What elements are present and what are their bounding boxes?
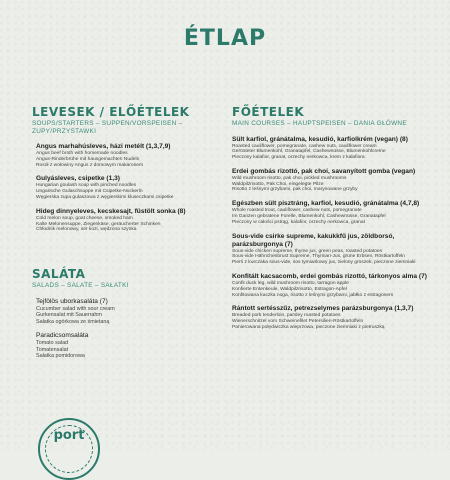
dish-desc-en: Breaded pork tenderloin, parsley roasted potatoes: [232, 313, 341, 319]
dish-desc-pl: Konfitowana kaczka noga, risotto z leśnymi grzybami, jabłko z estragonem: [232, 292, 394, 298]
dish-desc-de: Kalte Melonensuppe, Ziegenkäse, geräucherter Schinken: [36, 221, 161, 227]
dish-desc-pl: Pieczony kalafior, granat, orzechy nerkowca, krem z kalafiora: [232, 155, 365, 161]
dish-desc-pl: Chłodnik melonowy, ser kozi, wędzona szynka: [36, 227, 137, 233]
dish-desc-en: Sous-vide chicken supreme, thyme jus, green peas, roasted potatoes: [232, 248, 383, 254]
soup-item: [36, 143, 217, 168]
dish-name: Konfitált kacsacomb, erdei gombás rizottó, tárkonyos alma (7): [232, 273, 427, 281]
dish-desc-de: Gerösteter Blumenkohl, Granatapfel, Cashewnüsse, Blumenkohlcreme: [232, 149, 386, 155]
dish-desc-en: Tomato salad: [36, 340, 69, 347]
soups-section: [32, 106, 217, 240]
logo-text: port: [53, 428, 85, 443]
dish-name: Sült karfiol, gránátalma, kesudió, karfiolkrém (vegan) (8): [232, 135, 408, 143]
dish-desc-en: Hungarian goulash soup with pinched noodles: [36, 183, 137, 189]
dish-desc-en: Roasted cauliflower, pomegranate, cashew nuts, cauliflower cream: [232, 143, 377, 149]
dish-desc-de: Wienerschnitzel vom Schweinefilet Petersilien-Röstkartoffeln: [232, 319, 364, 325]
mains-section: [232, 106, 432, 338]
dish-name: Paradicsomsaláta: [36, 332, 89, 340]
dish-desc-pl: Sałatka pomidorowa: [36, 353, 85, 360]
dish-desc-en: Cold melon soup, goat cheese, smoked ham: [36, 215, 133, 221]
dish-name: Hideg dinnyeleves, kecskesajt, füstölt sonka (8): [36, 207, 186, 215]
mains-subtitle: MAIN COURSES – HAUPTSPEISEN – DANIA GŁÓWNE: [232, 120, 407, 127]
dish-name: Egészben sült pisztráng, karfiol, kesudió, gránátalma (4,7,8): [232, 200, 420, 208]
dish-desc-de: Gurkensalat mit Sauerrahm: [36, 312, 102, 319]
dish-name: Angus marhahúsleves, házi metélt (1,3,7,9): [36, 143, 171, 150]
dish-desc-de: Ungarische Gulaschsuppe mit Csipetke-Nockerln: [36, 189, 143, 195]
dish-desc-pl: Pieczony w całości pstrąg, kalafior, orzechy nerkowca, granat: [232, 219, 365, 225]
dish-name: Tejfölös uborkasaláta (7): [36, 297, 108, 305]
dish-desc-de: Sous-vide Hähnchenbrust Supreme, Thymian-Jus, grüne Erbsen, Röstkartoffeln: [232, 254, 405, 260]
salad-item: [36, 332, 217, 360]
dish-desc-de: Im Ganzen gebratene Forelle, Blumenkohl, Cashewnüsse, Granatapfel: [232, 214, 386, 220]
main-item: [232, 233, 432, 266]
dish-desc-pl: Węgierska zupa gulaszowa z węgierskimi kluseczkami csipetke: [36, 194, 174, 200]
dish-desc-pl: Pierś z kurczaka sous-vide, sos tymiankowy jus, zielony groszek, pieczone ziemniaki: [232, 260, 416, 266]
salads-subtitle: SALADS – SALATE – SAŁATKI: [32, 282, 129, 289]
dish-desc-de: Waldpilzrisotto, Pak Choi, eingelegte Pilze: [232, 181, 324, 187]
mains-title: FŐÉTELEK: [232, 105, 305, 119]
dish-name: Gulyásleves, csipetke (1,3): [36, 175, 120, 183]
main-item: [232, 273, 432, 298]
salads-title: SALÁTA: [32, 267, 86, 281]
dish-desc-en: Whole roasted trout, cauliflower, cashew nuts, pomegranate: [232, 208, 362, 214]
main-item: [232, 136, 432, 161]
restaurant-logo: [38, 418, 100, 480]
dish-desc-pl: Panierowana polędwiczka wieprzowa, pieczone ziemniaki z pietruszką: [232, 325, 385, 331]
dish-desc-de: Konfierte Entenkeule, Waldpilzrisotto, Estragon-Apfel: [232, 286, 347, 292]
menu-title: ÉTLAP: [183, 26, 267, 51]
dish-desc-pl: Sałatka ogórkowa ze śmietaną: [36, 318, 110, 325]
soups-subtitle: SOUPS/STARTERS – SUPPEN/VORSPEISEN – ZUPY/PRZYSTAWKI: [32, 120, 183, 135]
main-item: [232, 168, 432, 193]
dish-name: Sous-vide csirke supreme, kakukkfű jus, zöldborsó, parázsburgonya (7): [232, 232, 395, 248]
dish-desc-en: Wild mushroom risotto, pak choi, pickled mushrooms: [232, 175, 347, 181]
dish-desc-pl: Risotto z leśnymi grzybami, pak choi, marynowane grzyby: [232, 187, 358, 193]
dish-desc-de: Angus-Rinderbrühe mit hausgemachten Nudeln: [36, 156, 140, 162]
salad-item: [36, 298, 217, 326]
dish-desc-en: Cucumber salad with sour cream: [36, 305, 115, 312]
soup-item: [36, 175, 217, 200]
dish-desc-en: Angus beef broth with homemade noodles: [36, 151, 128, 156]
main-item: [232, 305, 432, 330]
soups-title: LEVESEK / ELŐÉTELEK: [32, 105, 190, 119]
dish-name: Erdei gombás rizottó, pak choi, savanyított gomba (vegan): [232, 167, 416, 175]
dish-desc-en: Confit duck leg, wild mushroom risotto, tarragon apple: [232, 281, 349, 287]
salads-section: [32, 268, 217, 367]
main-item: [232, 200, 432, 225]
soup-item: [36, 208, 217, 233]
dish-desc-de: Tomatensalat: [36, 346, 69, 353]
dish-desc-pl: Rosół z wołowiny Angus z domowym makaronem: [36, 162, 144, 168]
dish-name: Rántott sertésszűz, petrezselymes parázsburgonya (1,3,7): [232, 305, 414, 313]
